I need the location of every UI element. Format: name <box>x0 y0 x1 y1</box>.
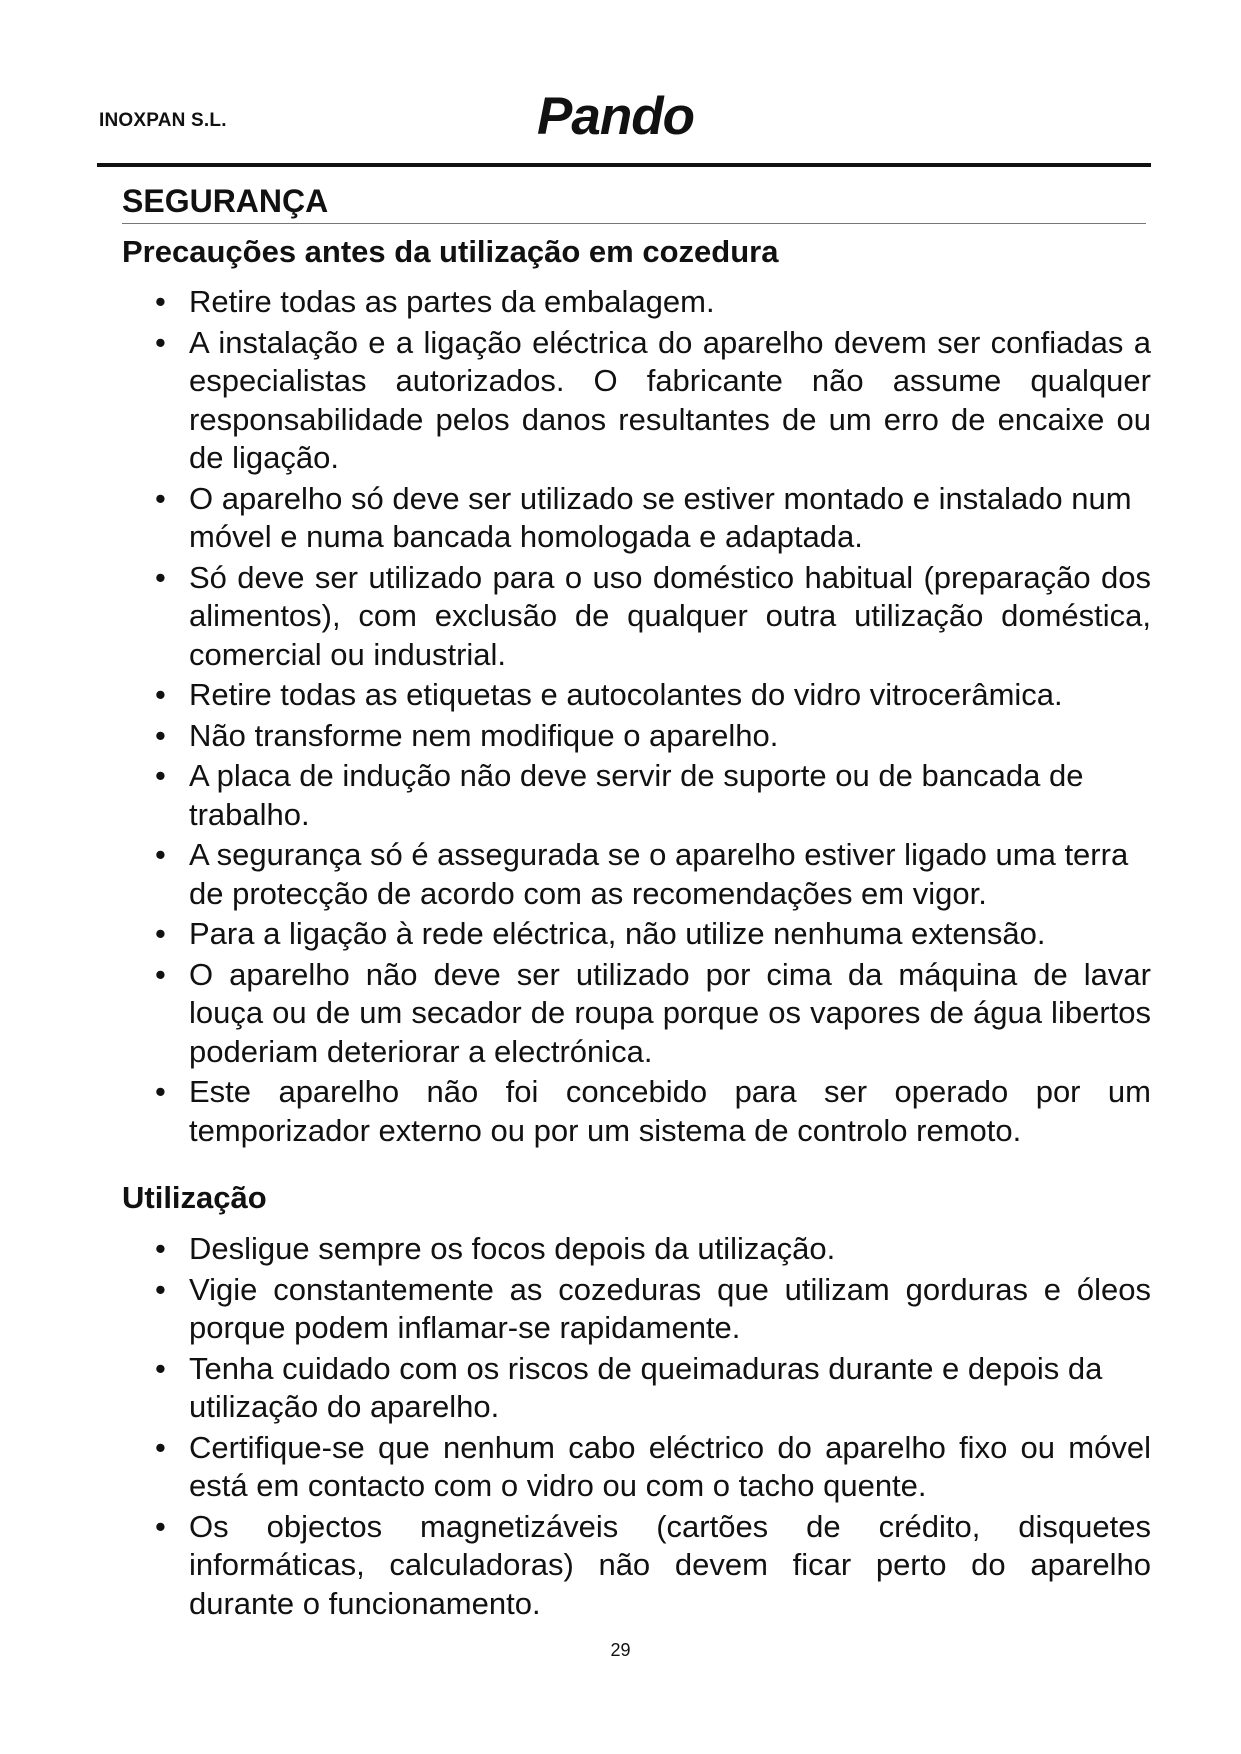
list-item <box>0 956 1151 1072</box>
bullet-icon: • <box>155 677 166 712</box>
subsection-heading-precautions: Precauções antes da utilização em cozedura <box>122 234 779 269</box>
bullet-icon: • <box>155 837 166 872</box>
company-name: INOXPAN S.L. <box>99 110 227 131</box>
list-item <box>0 1271 1151 1348</box>
list-item-text: A placa de indução não deve servir de suporte ou de bancada de trabalho. <box>189 758 1084 832</box>
bullet-icon: • <box>155 1231 166 1266</box>
bullet-icon: • <box>155 1350 166 1386</box>
bullet-icon: • <box>155 956 166 992</box>
list-item-text: Vigie constantemente as cozeduras que utilizam gorduras e óleos porque podem inflamar-se rapidamente. <box>189 1271 1151 1345</box>
list-item <box>0 836 1151 913</box>
section-divider <box>122 223 1146 224</box>
list-item-text: Certifique-se que nenhum cabo eléctrico do aparelho fixo ou móvel está em contacto com o vidro ou com o tacho quente. <box>189 1429 1151 1503</box>
list-item <box>0 1350 1151 1427</box>
list-item <box>0 283 1151 322</box>
bullet-icon: • <box>155 758 166 793</box>
brand-logo: Pando <box>537 87 694 146</box>
usage-list <box>0 1230 1151 1625</box>
list-item-text: Desligue sempre os focos depois da utilização. <box>189 1231 836 1266</box>
list-item-text: Tenha cuidado com os riscos de queimaduras durante e depois da utilização do aparelho. <box>189 1350 1103 1424</box>
bullet-icon: • <box>155 916 166 951</box>
bullet-icon: • <box>155 480 166 516</box>
list-item <box>0 559 1151 675</box>
list-item <box>0 1508 1151 1624</box>
bullet-icon: • <box>155 1271 166 1307</box>
section-title: SEGURANÇA <box>122 183 329 219</box>
list-item <box>0 1429 1151 1506</box>
list-item <box>0 676 1151 715</box>
list-item-text: O aparelho só deve ser utilizado se estiver montado e instalado num móvel e numa bancada homologada e adaptada. <box>189 480 1132 554</box>
bullet-icon: • <box>155 1508 166 1544</box>
bullet-icon: • <box>155 1429 166 1465</box>
list-item-text: Os objectos magnetizáveis (cartões de crédito, disquetes informáticas, calculadoras) não devem ficar perto do aparelho durante o funcionamento. <box>189 1508 1151 1621</box>
bullet-icon: • <box>155 324 166 360</box>
list-item <box>0 1073 1151 1150</box>
bullet-icon: • <box>155 717 166 753</box>
bullet-icon: • <box>155 284 166 319</box>
list-item-text: Não transforme nem modifique o aparelho. <box>189 717 779 753</box>
list-item-text: O aparelho não deve ser utilizado por cima da máquina de lavar louça ou de um secador de roupa porque os vapores de água libertos poderiam deteriorar a electrónica. <box>189 956 1151 1069</box>
list-item <box>0 1230 1151 1269</box>
list-item <box>0 757 1151 834</box>
list-item-text: Para a ligação à rede eléctrica, não utilize nenhuma extensão. <box>189 916 1046 951</box>
list-item-text: A segurança só é assegurada se o aparelho estiver ligado uma terra de protecção de acordo com as recomendações em vigor. <box>189 837 1129 911</box>
bullet-icon: • <box>155 1074 166 1109</box>
list-item <box>0 915 1151 954</box>
list-item-text: Só deve ser utilizado para o uso doméstico habitual (preparação dos alimentos), com exclusão de qualquer outra utilização doméstica, comercial ou industrial. <box>189 559 1151 672</box>
list-item-text: Retire todas as etiquetas e autocolantes do vidro vitrocerâmica. <box>189 677 1063 712</box>
precautions-list <box>0 283 1151 1152</box>
list-item <box>0 717 1151 756</box>
list-item <box>0 480 1151 557</box>
list-item-text: A instalação e a ligação eléctrica do aparelho devem ser confiadas a especialistas autorizados. O fabricante não assume qualquer responsabilidade pelos danos resultantes de um erro de encaixe ou de ligação. <box>189 324 1151 475</box>
page-number: 29 <box>610 1640 631 1660</box>
list-item-text: Retire todas as partes da embalagem. <box>189 284 715 319</box>
header-divider <box>97 163 1151 167</box>
list-item <box>0 324 1151 478</box>
bullet-icon: • <box>155 559 166 595</box>
subsection-heading-usage: Utilização <box>122 1180 267 1215</box>
list-item-text: Este aparelho não foi concebido para ser operado por um temporizador externo ou por um sistema de controlo remoto. <box>189 1074 1151 1148</box>
